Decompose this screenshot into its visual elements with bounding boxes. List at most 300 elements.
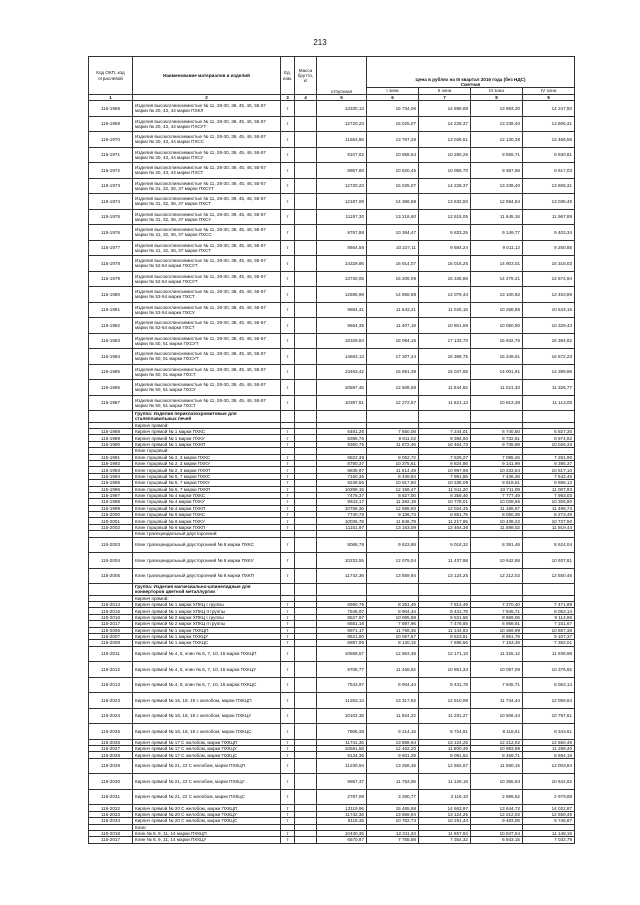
row-name: Клин трапецеидальный двусторонний № 8 марки ПХКУ xyxy=(133,553,281,569)
row-code: 115-1997 xyxy=(89,492,133,498)
row-name: Кирпич прямой № 4, 5, клин № 6, 7, 10, 15 марки ПХКЦП xyxy=(133,646,281,662)
row-price-zone-3: 14 279,21 xyxy=(471,271,523,287)
row-mass xyxy=(295,364,317,380)
row-unit: т xyxy=(281,805,295,811)
row-price-zone-3: 10 355,63 xyxy=(471,774,523,790)
row-code: 115-1971 xyxy=(89,147,133,163)
row-price-zone-4: 11 326,77 xyxy=(523,380,575,396)
row-unit: т xyxy=(281,178,295,194)
row-name: Клин № 8, 9, 11, 14 марки ПХКЦП xyxy=(133,830,281,836)
row-name: Клин торцовый № 4 марки ПХКУ xyxy=(133,499,281,505)
row-code: 115-2000 xyxy=(89,512,133,518)
row-name: Изделия высокоглиноземистые № 11, 28-30, 38, 45, 46, 55-57 марки № 52-54 марки ПХСУ xyxy=(133,302,281,318)
row-price-zone-1: 10 375,61 xyxy=(367,460,419,466)
row-price-zone-1: 8 904,44 xyxy=(367,608,419,614)
row-price-zone-1: 11 643,21 xyxy=(367,302,419,318)
row-code: 115-1970 xyxy=(89,132,133,148)
row-price-zone-2: 16 016,25 xyxy=(419,256,471,272)
row-name: Изделия высокоглиноземистые № 11, 28-30, 38, 45, 46, 55-57 марки № 31, 32, 36, 37 марки ПХСУТ xyxy=(133,178,281,194)
row-price-zone-3: 10 711,09 xyxy=(471,486,523,492)
price-title: Цена в рублях на III квартал 2016 года (без НДС) xyxy=(415,76,526,82)
row-unit: т xyxy=(281,364,295,380)
row-name: Клин торцовый № 6 марки ПХКУ xyxy=(133,518,281,524)
row-code: 115-1972 xyxy=(89,163,133,179)
row-price-zone-4: 15 316,03 xyxy=(523,256,575,272)
row-price-otpusknaya: 7543,97 xyxy=(317,677,367,693)
row-price-zone-3: 7 845,71 xyxy=(471,677,523,693)
row-mass xyxy=(295,194,317,210)
row-name: Кирпич прямой № 21, 22 С желобом, марки ПХКЦУ xyxy=(133,774,281,790)
row-price-zone-4: 13 036,49 xyxy=(523,194,575,210)
row-price-zone-3: 8 050,39 xyxy=(471,512,523,518)
row-price-otpusknaya: 8664,56 xyxy=(317,240,367,256)
row-price-zone-2: 16 388,75 xyxy=(419,349,471,365)
row-unit: т xyxy=(281,739,295,745)
table-row xyxy=(89,240,575,256)
row-name: Клин торцовый № 4 марки ПХКС xyxy=(133,492,281,498)
subgroup-title: Клин торцовый: xyxy=(133,448,281,454)
row-price-zone-1: 11 382,19 xyxy=(367,499,419,505)
row-mass xyxy=(295,101,317,117)
row-code: 115-1981 xyxy=(89,302,133,318)
row-name: Кирпич прямой № 21, 22 С желобом, марки ПХКЦС xyxy=(133,789,281,805)
row-price-zone-2: 8 358,46 xyxy=(419,492,471,498)
header-name: Наименование материалов и изделий xyxy=(133,57,281,95)
row-price-zone-4: 10 797,61 xyxy=(523,708,575,724)
row-price-otpusknaya: 12720,23 xyxy=(317,178,367,194)
row-unit: т xyxy=(281,287,295,303)
row-code: 115-1982 xyxy=(89,318,133,334)
row-code: 115-1986 xyxy=(89,380,133,396)
row-price-zone-3: 9 483,06 xyxy=(471,818,523,824)
row-price-zone-4: 11 638,98 xyxy=(523,646,575,662)
row-name: Кирпич прямой № 20 С желобом, марки ПХКЦУ xyxy=(133,811,281,817)
empty-cell xyxy=(367,584,419,595)
row-code: 115-1991 xyxy=(89,454,133,460)
row-name: Кирпич прямой № 1 марки ХПКЦ I группы xyxy=(133,601,281,607)
row-code: 115-2015 xyxy=(89,608,133,614)
row-code: 115-1993 xyxy=(89,467,133,473)
row-mass xyxy=(295,662,317,678)
row-price-otpusknaya: 9957,37 xyxy=(317,774,367,790)
row-code: 115-2011 xyxy=(89,646,133,662)
row-price-zone-1: 9 214,16 xyxy=(367,724,419,740)
row-price-zone-3: 11 598,02 xyxy=(471,524,523,530)
row-mass xyxy=(295,271,317,287)
row-price-zone-3: 11 188,67 xyxy=(471,505,523,511)
group-title: Группа: Изделия периклазохромитовые для сталеплавильных печей xyxy=(133,411,281,422)
row-code: 115-2004 xyxy=(89,553,133,569)
row-unit: т xyxy=(281,693,295,709)
row-price-zone-4: 9 886,12 xyxy=(523,480,575,486)
table-row xyxy=(89,537,575,553)
row-code: 115-2005 xyxy=(89,568,133,584)
row-price-zone-3: 11 325,12 xyxy=(471,646,523,662)
row-unit: т xyxy=(281,752,295,758)
row-unit: т xyxy=(281,662,295,678)
row-price-otpusknaya: 10589,57 xyxy=(317,646,367,662)
row-price-zone-2: 10 464,73 xyxy=(419,441,471,447)
row-price-zone-2: 11 144,63 xyxy=(419,627,471,633)
row-price-zone-3: 12 684,94 xyxy=(471,194,523,210)
row-mass xyxy=(295,302,317,318)
table-row xyxy=(89,380,575,396)
row-price-otpusknaya: 11151,97 xyxy=(317,524,367,530)
row-mass xyxy=(295,693,317,709)
row-price-zone-2: 14 898,88 xyxy=(419,101,471,117)
row-price-zone-4: 14 247,50 xyxy=(523,101,575,117)
row-unit: т xyxy=(281,194,295,210)
row-code: 115-1973 xyxy=(89,178,133,194)
row-price-zone-3: 8 861,79 xyxy=(471,633,523,639)
row-price-zone-1: 13 767,29 xyxy=(367,132,419,148)
page-number: 213 xyxy=(313,38,327,47)
row-price-zone-3: 14 903,01 xyxy=(471,256,523,272)
row-price-zone-4: 9 395,37 xyxy=(523,460,575,466)
row-price-zone-3: 12 130,38 xyxy=(471,132,523,148)
row-price-otpusknaya: 8396,75 xyxy=(317,435,367,441)
row-unit: т xyxy=(281,524,295,530)
row-price-zone-4: 8 063,14 xyxy=(523,608,575,614)
row-price-zone-4: 13 606,31 xyxy=(523,178,575,194)
row-code: 115-2031 xyxy=(89,789,133,805)
row-price-zone-1: 12 863,36 xyxy=(367,646,419,662)
row-price-otpusknaya: 11741,36 xyxy=(317,739,367,745)
row-unit: т xyxy=(281,163,295,179)
row-code: 115-1984 xyxy=(89,349,133,365)
row-price-otpusknaya: 10102,38 xyxy=(317,708,367,724)
row-price-zone-4: 7 362,01 xyxy=(523,640,575,646)
row-price-otpusknaya: 11663,86 xyxy=(317,132,367,148)
row-price-zone-2: 10 191,44 xyxy=(419,818,471,824)
row-code: 115-1999 xyxy=(89,505,133,511)
header-zone-1: I зона xyxy=(367,88,419,95)
row-code: 115-1988 xyxy=(89,429,133,435)
row-price-zone-1: 13 859,94 xyxy=(367,811,419,817)
row-mass xyxy=(295,132,317,148)
row-unit: т xyxy=(281,608,295,614)
row-code: 115-2026 xyxy=(89,739,133,745)
table-row xyxy=(89,774,575,790)
table-row xyxy=(89,287,575,303)
row-price-otpusknaya: 11742,36 xyxy=(317,568,367,584)
row-mass xyxy=(295,568,317,584)
row-name: Кирпич прямой № 20 С желобом, марки ПХКЦП xyxy=(133,805,281,811)
row-price-otpusknaya: 10430,35 xyxy=(317,830,367,836)
row-price-zone-2: 11 437,88 xyxy=(419,553,471,569)
row-code: 115-2014 xyxy=(89,601,133,607)
row-code: 115-1995 xyxy=(89,480,133,486)
row-price-zone-3: 10 369,99 xyxy=(471,627,523,633)
row-price-zone-1: 13 256,35 xyxy=(367,758,419,774)
row-price-otpusknaya: 8521,80 xyxy=(317,633,367,639)
row-name: Изделия высокоглиноземистые № 11, 28-30, 38, 45, 46, 55-57 марки № 50, 51 марки ПХСУ xyxy=(133,380,281,396)
row-price-otpusknaya: 6887,99 xyxy=(317,640,367,646)
row-price-otpusknaya: 9249,56 xyxy=(317,480,367,486)
row-price-zone-2: 10 280,26 xyxy=(419,147,471,163)
row-name: Изделия высокоглиноземистые № 11, 28-30, 38, 45, 46, 55-57 марки № 31, 32, 36, 37 марки ПХСС xyxy=(133,225,281,241)
row-price-zone-3: 2 899,52 xyxy=(471,789,523,805)
subgroup-title: Кирпич прямой: xyxy=(133,422,281,428)
row-mass xyxy=(295,837,317,843)
row-price-otpusknaya: 2787,99 xyxy=(317,789,367,805)
row-unit: т xyxy=(281,395,295,411)
subgroup-title: Кирпич прямой: xyxy=(133,595,281,601)
row-price-zone-2: 8 431,78 xyxy=(419,608,471,614)
row-mass xyxy=(295,537,317,553)
row-unit: т xyxy=(281,454,295,460)
table-row xyxy=(89,758,575,774)
row-price-zone-3: 10 506,44 xyxy=(471,708,523,724)
row-price-zone-3: 7 436,38 xyxy=(471,473,523,479)
row-code: 115-2024 xyxy=(89,708,133,724)
row-price-zone-2: 13 124,25 xyxy=(419,568,471,584)
row-unit: т xyxy=(281,724,295,740)
row-price-zone-1: 11 924,22 xyxy=(367,708,419,724)
row-price-zone-1: 15 485,98 xyxy=(367,805,419,811)
row-mass xyxy=(295,240,317,256)
row-price-zone-1: 9 523,88 xyxy=(367,537,419,553)
row-unit: т xyxy=(281,333,295,349)
row-price-zone-3: 6 740,50 xyxy=(471,429,523,435)
row-unit: т xyxy=(281,225,295,241)
row-price-zone-3: 9 141,99 xyxy=(471,460,523,466)
row-unit: т xyxy=(281,429,295,435)
empty-cell xyxy=(523,584,575,595)
row-name: Клин торцовый № 4 марки ПХКП xyxy=(133,505,281,511)
row-code: 115-1983 xyxy=(89,333,133,349)
row-unit: т xyxy=(281,435,295,441)
table-row xyxy=(89,271,575,287)
table-row xyxy=(89,364,575,380)
row-price-zone-4: 10 727,50 xyxy=(523,518,575,524)
header-zone-4: IV зона xyxy=(523,88,575,95)
row-price-zone-3: 8 391,48 xyxy=(471,537,523,553)
row-name: Изделия высокоглиноземистые № 11, 28-30, 38, 45, 46, 55-57 марки № 52-54 марки ПХСУТ xyxy=(133,271,281,287)
row-price-zone-3: 12 212,02 xyxy=(471,811,523,817)
row-code: 115-1998 xyxy=(89,499,133,505)
row-unit: т xyxy=(281,811,295,817)
row-price-zone-3: 7 163,49 xyxy=(471,640,523,646)
row-unit: т xyxy=(281,460,295,466)
row-price-zone-3: 8 869,06 xyxy=(471,614,523,620)
row-price-zone-3: 13 100,82 xyxy=(471,287,523,303)
row-price-otpusknaya: 8790,37 xyxy=(317,460,367,466)
table-row xyxy=(89,147,575,163)
row-code: 115-2029 xyxy=(89,758,133,774)
row-price-zone-4: 7 291,90 xyxy=(523,454,575,460)
row-price-zone-4: 12 550,46 xyxy=(523,739,575,745)
row-name: Клин трапецеидальный двусторонний № 8 марки ПХКП xyxy=(133,568,281,584)
row-price-zone-2: 10 997,98 xyxy=(419,467,471,473)
row-mass xyxy=(295,318,317,334)
row-price-otpusknaya: 14329,86 xyxy=(317,256,367,272)
row-price-zone-2: 11 025,18 xyxy=(419,302,471,318)
row-name: Изделия высокоглиноземистые № 11, 28-30, 38, 45, 46, 55-57 марки № 50, 51 марки ПХСТ xyxy=(133,364,281,380)
row-mass xyxy=(295,349,317,365)
row-price-zone-3: 13 644,72 xyxy=(471,805,523,811)
row-price-zone-3: 8 118,61 xyxy=(471,724,523,740)
row-code: 115-2030 xyxy=(89,774,133,790)
row-name: Клин торцовый № 6 марки ПХКП xyxy=(133,524,281,530)
table-row xyxy=(89,116,575,132)
row-price-otpusknaya: 9643,17 xyxy=(317,499,367,505)
row-price-otpusknaya: 11230,94 xyxy=(317,758,367,774)
header-unit: Ед. изм. xyxy=(281,57,295,95)
smetnaya-label: Сметная xyxy=(460,81,481,87)
row-code: 115-2013 xyxy=(89,677,133,693)
row-name: Клин торцовый № 2, 3 марки ПХКП xyxy=(133,467,281,473)
row-name: Кирпич прямой № 1 марки ПХКС xyxy=(133,429,281,435)
row-price-zone-1: 8 052,72 xyxy=(367,454,419,460)
row-price-otpusknaya: 13730,05 xyxy=(317,271,367,287)
table-row xyxy=(89,662,575,678)
table-row xyxy=(89,194,575,210)
row-price-zone-4: 10 329,44 xyxy=(523,318,575,334)
group-title: Группа: Изделия магнезиально-шпинелидные для конверторов цветной металлургии xyxy=(133,584,281,595)
header-zone-2: II зона xyxy=(419,88,471,95)
table-row xyxy=(89,132,575,148)
table-row xyxy=(89,693,575,709)
table-row xyxy=(89,333,575,349)
row-price-zone-3: 9 565,71 xyxy=(471,147,523,163)
row-price-zone-2: 11 291,27 xyxy=(419,708,471,724)
row-mass xyxy=(295,789,317,805)
row-name: Кирпич прямой № 21, 22 С желобом, марки ПХКЦП xyxy=(133,758,281,774)
row-mass xyxy=(295,724,317,740)
row-price-zone-4: 12 003,84 xyxy=(523,758,575,774)
row-price-zone-2: 7 991,85 xyxy=(419,473,471,479)
row-price-zone-4: 11 148,16 xyxy=(523,830,575,836)
row-price-zone-1: 13 163,09 xyxy=(367,524,419,530)
row-price-otpusknaya: 6570,87 xyxy=(317,837,367,843)
row-price-otpusknaya: 6681,18 xyxy=(317,621,367,627)
empty-cell xyxy=(523,411,575,422)
header-code: Код ОКП, код отраслевой xyxy=(89,57,133,95)
row-price-zone-1: 12 698,50 xyxy=(367,505,419,511)
row-code: 115-2025 xyxy=(89,724,133,740)
row-price-zone-2: 13 036,51 xyxy=(419,132,471,148)
row-price-zone-4: 9 617,03 xyxy=(523,163,575,179)
row-price-otpusknaya: 6822,39 xyxy=(317,454,367,460)
row-code: 115-2007 xyxy=(89,633,133,639)
row-price-otpusknaya: 15329,84 xyxy=(317,333,367,349)
row-name: Изделия высокоглиноземистые № 11, 28-30, 38, 45, 46, 55-57 марки № 52-54 марки ПХСТ xyxy=(133,287,281,303)
row-price-zone-2: 14 663,97 xyxy=(419,805,471,811)
row-name: Клин торцовый № 5, 7 марки ПХКС xyxy=(133,473,281,479)
row-mass xyxy=(295,380,317,396)
row-price-zone-2: 7 244,01 xyxy=(419,429,471,435)
row-code: 115-1977 xyxy=(89,240,133,256)
row-name: Кирпич прямой № 20 С желобом, марки ПХКЦС xyxy=(133,818,281,824)
row-mass xyxy=(295,333,317,349)
row-price-otpusknaya: 12720,23 xyxy=(317,116,367,132)
row-price-otpusknaya: 12187,09 xyxy=(317,194,367,210)
row-name: Клин торцовый № 5, 7 марки ПХКП xyxy=(133,486,281,492)
row-unit: т xyxy=(281,627,295,633)
row-unit: т xyxy=(281,271,295,287)
row-price-zone-3: 9 011,12 xyxy=(471,240,523,256)
row-code: 115-1975 xyxy=(89,209,133,225)
row-price-zone-2: 14 228,37 xyxy=(419,116,471,132)
row-price-zone-3: 10 847,54 xyxy=(471,830,523,836)
header-zone-3: III зона xyxy=(471,88,523,95)
row-mass xyxy=(295,147,317,163)
row-mass xyxy=(295,677,317,693)
row-price-zone-2: 9 091,64 xyxy=(419,752,471,758)
row-price-otpusknaya: 9708,77 xyxy=(317,662,367,678)
row-price-zone-1: 10 384,47 xyxy=(367,225,419,241)
row-price-zone-4: 10 517,10 xyxy=(523,467,575,473)
row-price-otpusknaya: 10397,51 xyxy=(317,395,367,411)
row-price-zone-4: 11 007,93 xyxy=(523,486,575,492)
row-unit: т xyxy=(281,837,295,843)
row-code: 115-2023 xyxy=(89,693,133,709)
row-price-zone-3: 10 983,99 xyxy=(471,746,523,752)
row-price-zone-2: 7 478,65 xyxy=(419,621,471,627)
row-price-zone-4: 9 745,87 xyxy=(523,818,575,824)
row-code: 115-2012 xyxy=(89,662,133,678)
empty-cell xyxy=(317,411,367,422)
header-price-title xyxy=(367,57,575,88)
row-price-zone-1: 13 317,92 xyxy=(367,693,419,709)
table-row xyxy=(89,553,575,569)
row-price-zone-4: 8 343,61 xyxy=(523,724,575,740)
row-name: Изделия высокоглиноземистые № 11, 28-30, 38, 45, 46, 55-57 марки № 20, 43, 44 марки ПХСС xyxy=(133,132,281,148)
row-price-zone-1: 15 025,07 xyxy=(367,116,419,132)
row-price-zone-1: 14 868,68 xyxy=(367,287,419,303)
row-price-otpusknaya: 13119,96 xyxy=(317,805,367,811)
header-otpusknaya: отпускная xyxy=(317,57,367,95)
row-code: 115-1974 xyxy=(89,194,133,210)
row-price-otpusknaya: 9839,97 xyxy=(317,467,367,473)
row-price-zone-3: 9 357,58 xyxy=(471,163,523,179)
row-name: Изделия высокоглиноземистые № 11, 28-30, 38, 45, 46, 55-57 марки № 50, 51 марки ПХСТ xyxy=(133,395,281,411)
row-price-otpusknaya: 9107,62 xyxy=(317,147,367,163)
row-name: Изделия высокоглиноземистые № 11, 28-30, 38, 45, 46, 55-57 марки № 31, 32, 36, 37 марки ПХСУ xyxy=(133,209,281,225)
row-price-zone-4: 10 642,62 xyxy=(523,774,575,790)
row-name: Клин торцовый № 5, 7 марки ПХКУ xyxy=(133,480,281,486)
col-number: 4 xyxy=(295,95,317,101)
row-name: Кирпич прямой № 17 С желобом, марки ПХКЦП xyxy=(133,739,281,745)
table-row xyxy=(89,349,575,365)
row-price-zone-1: 12 462,20 xyxy=(367,746,419,752)
row-price-zone-3: 9 735,98 xyxy=(471,441,523,447)
row-unit: т xyxy=(281,621,295,627)
row-price-otpusknaya: 9664,35 xyxy=(317,318,367,334)
row-name: Изделия высокоглиноземистые № 11, 28-30, 38, 45, 46, 55-57 марки № 50, 51 марки ПХСУТ xyxy=(133,349,281,365)
row-price-zone-4: 8 624,04 xyxy=(523,537,575,553)
row-name: Изделия высокоглиноземистые № 11, 28-30, 38, 45, 46, 55-57 марки № 20, 43, 44 марки ПХСУ xyxy=(133,147,281,163)
row-price-zone-4: 6 927,30 xyxy=(523,429,575,435)
row-price-zone-1: 11 614,49 xyxy=(367,467,419,473)
table-row xyxy=(89,724,575,740)
row-mass xyxy=(295,553,317,569)
row-price-zone-3: 8 459,71 xyxy=(471,752,523,758)
row-price-zone-1: 13 858,94 xyxy=(367,739,419,745)
row-price-otpusknaya: 7476,37 xyxy=(317,492,367,498)
row-price-zone-2: 11 217,95 xyxy=(419,518,471,524)
table-row xyxy=(89,708,575,724)
row-price-zone-2: 12 515,05 xyxy=(419,209,471,225)
table-row xyxy=(89,209,575,225)
row-price-zone-4: 11 288,40 xyxy=(523,746,575,752)
row-price-zone-1: 10 227,11 xyxy=(367,240,419,256)
empty-cell xyxy=(281,411,295,422)
row-price-zone-4: 12 059,64 xyxy=(523,693,575,709)
row-mass xyxy=(295,774,317,790)
row-price-zone-2: 13 124,25 xyxy=(419,811,471,817)
